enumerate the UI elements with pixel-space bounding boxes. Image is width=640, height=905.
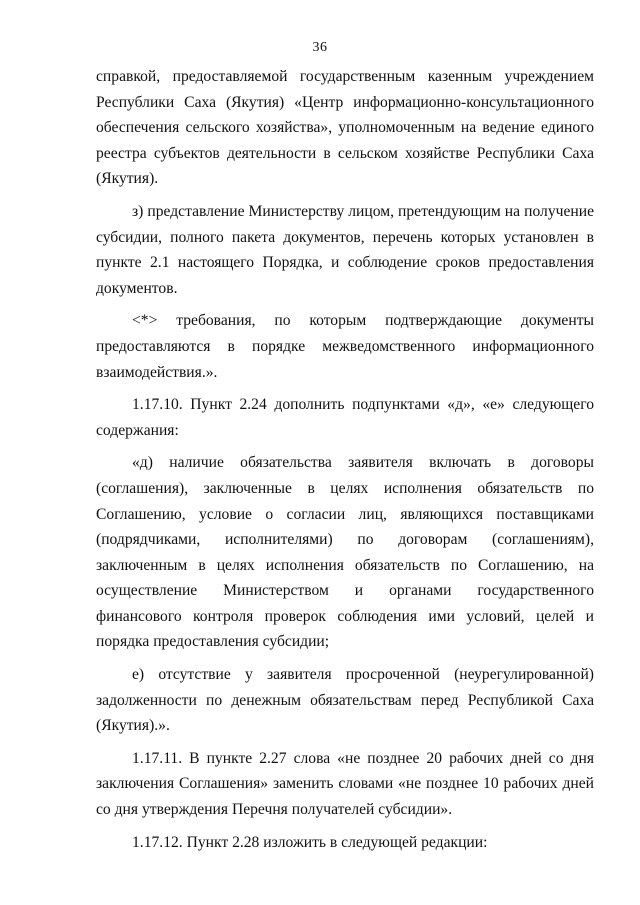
paragraph-1-17-10: 1.17.10. Пункт 2.24 дополнить подпунктами «д», «е» следующего содержания: bbox=[96, 396, 594, 439]
paragraph-continuation: справкой, предоставляемой государственным казенным учреждением Республики Саха (Якутия) «Центр информационно-консультационного обеспечения сельского хозяйства», уполномоченным на ведение единого реестра субъектов деятельности в сельском хозяйстве Республики Саха (Якутия). bbox=[96, 68, 594, 188]
document-body bbox=[96, 64, 594, 855]
page-number: 36 bbox=[312, 40, 328, 55]
paragraph-1-17-11: 1.17.11. В пункте 2.27 слова «не позднее 20 рабочих дней со дня заключения Соглашения» заменить словами «не позднее 10 рабочих дней со дня утверждения Перечня получателей субсидии». bbox=[96, 749, 594, 819]
paragraph-item-e: е) отсутствие у заявителя просроченной (неурегулированной) задолженности по денежным обязательствам перед Республикой Саха (Якутия).». bbox=[96, 666, 594, 735]
paragraph-item-z: з) представление Министерству лицом, претендующим на получение субсидии, полного пакета документов, перечень которых установлен в пункте 2.1 настоящего Порядка, и соблюдение сроков предоставления документов. bbox=[96, 202, 594, 297]
paragraph-footnote: <*> требования, по которым подтверждающие документы предоставляются в порядке межведомственного информационного взаимодействия.». bbox=[96, 312, 594, 381]
paragraph-item-d: «д) наличие обязательства заявителя включать в договоры (соглашения), заключенные в целях исполнения обязательств по Соглашению, условие о согласии лиц, являющихся поставщиками (подрядчиками, исполнителями) по договорам (соглашениям), заключенным в целях исполнения обязательств по Соглашению, на осуществление Министерством и органами государственного финансового контроля проверок соблюдения ими условий, целей и порядка предоставления субсидии; bbox=[96, 454, 594, 651]
paragraph-1-17-12: 1.17.12. Пункт 2.28 изложить в следующей редакции: bbox=[132, 833, 488, 851]
